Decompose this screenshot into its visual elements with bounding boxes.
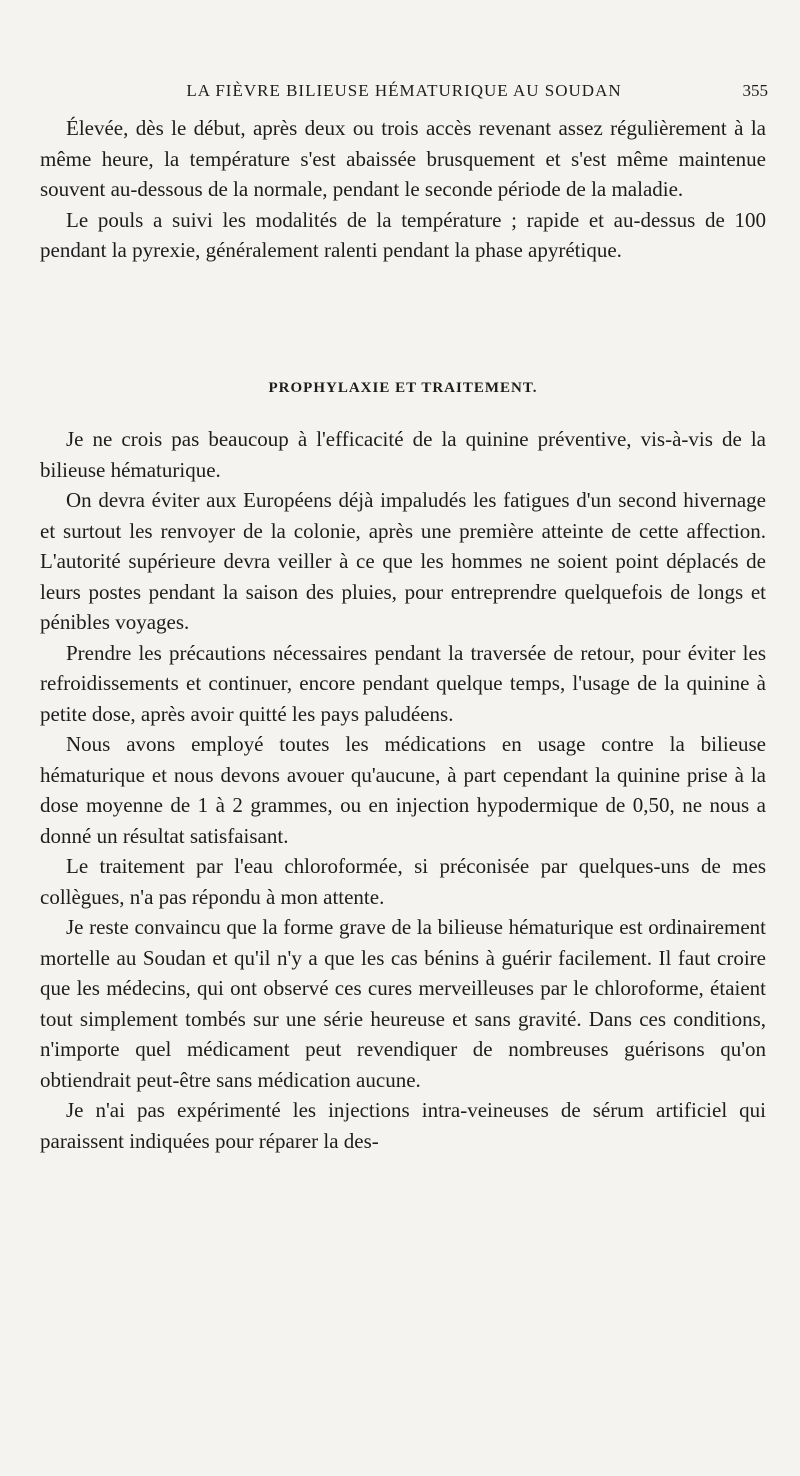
paragraph: Je ne crois pas beaucoup à l'efficacité de la quinine préventive, vis-à-vis de la bilieuse hématurique. <box>40 427 766 482</box>
paragraph: Le pouls a suivi les modalités de la température ; rapide et au-dessus de 100 pendant la pyrexie, généralement ralenti pendant la phase apyrétique. <box>40 207 766 262</box>
body-text-top <box>40 113 766 266</box>
section-heading: PROPHYLAXIE ET TRAITEMENT. <box>268 380 538 396</box>
paragraph: On devra éviter aux Européens déjà impaludés les fatigues d'un second hivernage et surtout les renvoyer de la colonie, après une première atteinte de cette affection. L'autorité supérieure devra veiller à ce que les hommes ne soient point déplacés de leurs postes pendant la saison des pluies, pour entreprendre quelquefois de longs et pénibles voyages. <box>40 488 766 634</box>
paragraph: Je n'ai pas expérimenté les injections intra-veineuses de sérum artificiel qui paraissent indiquées pour réparer la des- <box>40 1098 766 1153</box>
page-number: 355 <box>742 81 768 100</box>
paragraph: Nous avons employé toutes les médications en usage contre la bilieuse hématurique et nous devons avouer qu'aucune, à part cependant la quinine prise à la dose moyenne de 1 à 2 grammes, ou en injection hypodermique de 0,50, ne nous a donné un résultat satisfaisant. <box>40 732 766 848</box>
paragraph: Je reste convaincu que la forme grave de la bilieuse hématurique est ordinairement mortelle au Soudan et qu'il n'y a que les cas bénins à guérir facilement. Il faut croire que les médecins, qui ont observé ces cures merveilleuses par le chloroforme, étaient tout simplement tombés sur une série heureuse et sans gravité. Dans ces conditions, n'importe quel médicament peut revendiquer de nombreuses guérisons qu'on obtiendrait peut-être sans médication aucune. <box>40 915 766 1092</box>
paragraph: Prendre les précautions nécessaires pendant la traversée de retour, pour éviter les refroidissements et continuer, encore pendant quelque temps, l'usage de la quinine à petite dose, après avoir quitté les pays paludéens. <box>40 640 766 726</box>
body-text-main <box>40 424 766 1156</box>
running-head <box>40 78 768 104</box>
paragraph: Élevée, dès le début, après deux ou trois accès revenant assez régulièrement à la même heure, la température s'est abaissée brusquement et s'est même maintenue souvent au-dessous de la normale, pendant le seconde période de la maladie. <box>40 116 766 201</box>
running-title: LA FIÈVRE BILIEUSE HÉMATURIQUE AU SOUDAN <box>186 81 622 100</box>
paragraph: Le traitement par l'eau chloroformée, si préconisée par quelques-uns de mes collègues, n'a pas répondu à mon attente. <box>40 854 766 909</box>
